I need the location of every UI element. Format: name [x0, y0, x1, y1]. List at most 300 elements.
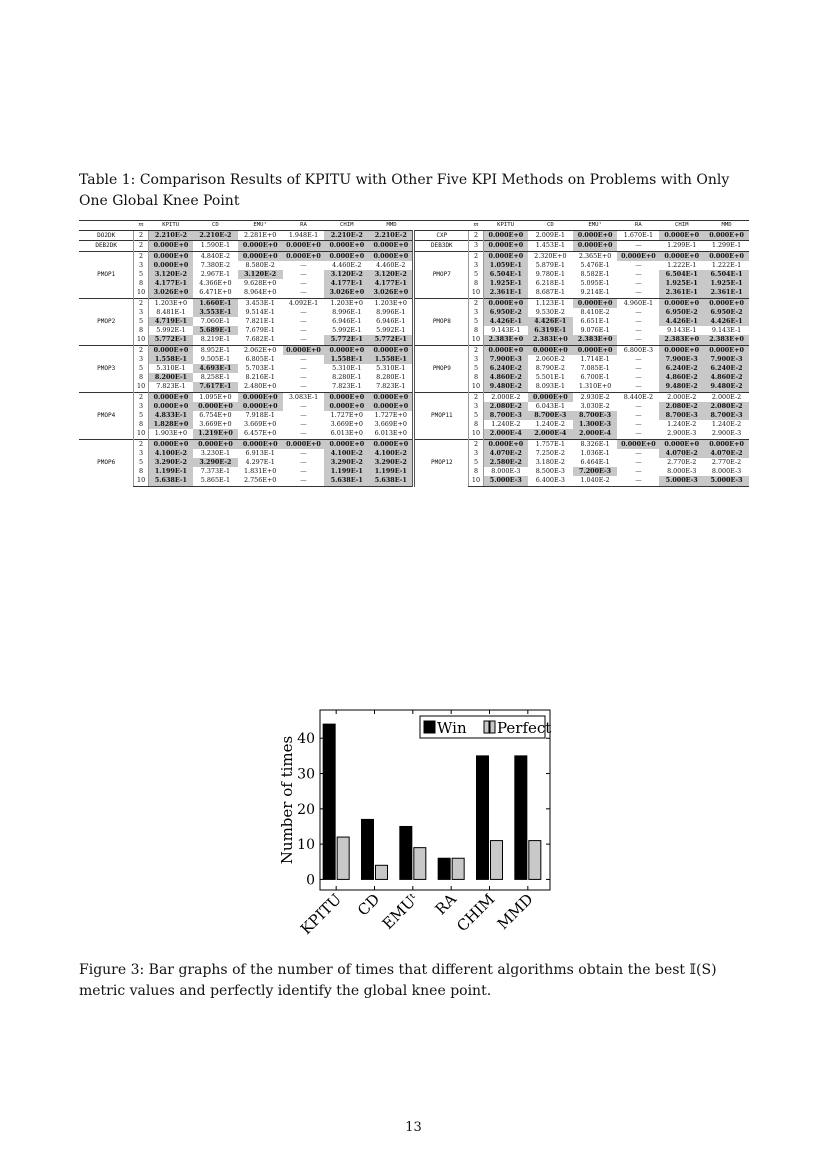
table-cell: 5.772E-1	[148, 335, 193, 345]
table-cell: 7.682E-1	[245, 335, 275, 344]
table-cell: 0.000E+0	[573, 231, 618, 241]
table-cell: 5.879E-1	[535, 260, 565, 269]
table-cell: 7.380E-2	[200, 260, 231, 269]
table-cell: 2.383E+0	[483, 335, 528, 345]
header-emuᵗ: EMUᵗ	[573, 221, 618, 231]
table-cell: 4.177E-1	[324, 279, 369, 288]
table-cell: —	[300, 448, 307, 457]
table-cell: 8.700E-3	[704, 411, 749, 420]
table-row	[79, 251, 749, 261]
legend-swatch-bar	[424, 721, 429, 733]
table-cell: 6.240E-2	[704, 364, 749, 373]
table-cell: —	[635, 335, 642, 344]
table-cell: 8.700E-3	[573, 411, 618, 420]
table-cell: 3.026E+0	[369, 288, 414, 298]
table-cell: 6.319E-1	[528, 326, 573, 335]
table-cell: 2.320E+0	[528, 251, 573, 261]
table-cell: 8.700E-3	[528, 411, 573, 420]
table-cell: —	[300, 270, 307, 279]
table-cell: 0.000E+0	[324, 392, 369, 402]
table-cell: 1.123E-1	[528, 298, 573, 308]
legend-label-win: Win	[437, 719, 467, 737]
m-value: 2	[469, 345, 483, 355]
m-value: 8	[469, 373, 483, 382]
table-cell: 1.300E-3	[573, 420, 618, 429]
table-cell: 4.860E-2	[483, 373, 528, 382]
table-cell: 8.216E-1	[245, 373, 275, 382]
table-cell: 1.203E+0	[148, 298, 193, 308]
x-tick-label: EMUᵗ	[378, 890, 422, 933]
table-cell: 9.480E-2	[704, 382, 749, 392]
table-cell: 1.199E-1	[324, 467, 369, 476]
table-cell: —	[635, 401, 642, 410]
table-cell: 0.000E+0	[148, 392, 193, 402]
problem-label: PMOP2	[79, 298, 134, 345]
m-value: 10	[469, 288, 483, 298]
bar-perfect	[491, 841, 503, 880]
table-cell: 7.823E-1	[156, 382, 186, 391]
m-value: 2	[134, 241, 148, 251]
table-cell: —	[635, 373, 642, 382]
table-cell: 9.628E+0	[243, 279, 277, 288]
y-tick-label: 30	[297, 766, 315, 783]
table-cell: —	[635, 382, 642, 391]
table-cell: 6.013E+0	[374, 429, 407, 438]
table-cell: 6.950E-2	[483, 308, 528, 317]
table-cell: 1.714E-1	[580, 354, 610, 363]
table-cell: 8.700E-3	[483, 411, 528, 420]
table-cell: —	[635, 270, 642, 279]
table-cell: —	[300, 279, 307, 288]
table-cell: —	[300, 401, 307, 410]
m-value: 10	[134, 335, 148, 345]
table-cell: 8.700E-3	[659, 411, 704, 420]
m-value: 3	[469, 449, 483, 458]
table-cell: 6.218E-1	[535, 279, 565, 288]
table-cell: 5.000E-3	[659, 476, 704, 486]
table-caption: Table 1: Comparison Results of KPITU with Other Five KPI Methods on Problems with Only One Global Knee Point	[79, 172, 730, 209]
table-cell: 6.946E-1	[376, 317, 406, 326]
m-value: 3	[134, 355, 148, 364]
table-cell: 2.383E+0	[659, 335, 704, 345]
table-cell: 2.900E-3	[667, 429, 697, 438]
table-cell: —	[300, 288, 307, 297]
table-cell: 8.280E-1	[376, 373, 406, 382]
table-cell: 5.310E-1	[156, 364, 186, 373]
table-cell: 5.703E-1	[245, 364, 275, 373]
m-value: 8	[469, 467, 483, 476]
table-cell: 6.504E-1	[659, 270, 704, 279]
table-cell: —	[300, 467, 307, 476]
table-cell: 9.214E-1	[580, 288, 610, 297]
table-cell: 0.000E+0	[659, 231, 704, 241]
table-cell: 0.000E+0	[369, 402, 414, 411]
table-cell: 3.290E-2	[148, 458, 193, 467]
table-cell: 0.000E+0	[148, 402, 193, 411]
table-cell: 7.617E-1	[193, 382, 238, 392]
table-row	[79, 298, 749, 308]
table-cell: 0.000E+0	[324, 251, 369, 261]
table-cell: 2.770E-2	[711, 458, 742, 467]
table-cell: 4.860E-2	[659, 373, 704, 382]
table-cell: 4.070E-2	[483, 449, 528, 458]
table-cell: 3.180E-2	[535, 458, 565, 467]
x-tick-label: CD	[353, 890, 384, 920]
x-tick-label: MMD	[493, 890, 537, 934]
table-cell: 1.222E-1	[711, 260, 742, 269]
table-cell: —	[300, 411, 307, 420]
table-cell: 2.062E+0	[238, 345, 283, 355]
table-cell: 8.326E-1	[573, 439, 618, 449]
header-cd: CD	[528, 221, 573, 231]
m-value: 8	[469, 420, 483, 429]
table-cell: 7.373E-1	[200, 467, 231, 476]
bar-win	[323, 724, 335, 879]
table-cell: 7.250E-2	[535, 448, 565, 457]
table-cell: 7.200E-3	[573, 467, 618, 476]
table-cell: 1.310E+0	[578, 382, 612, 391]
table-cell: 1.660E-1	[193, 298, 238, 308]
m-value: 10	[469, 382, 483, 392]
table-cell: 2.770E-2	[667, 458, 697, 467]
m-value: 2	[134, 439, 148, 449]
table-cell: 0.000E+0	[238, 439, 283, 449]
table-cell: 1.925E-1	[483, 279, 528, 288]
legend-swatch-bar	[484, 721, 489, 733]
table-cell: 3.669E+0	[199, 420, 232, 429]
m-value: 10	[134, 382, 148, 392]
table-cell: 5.638E-1	[148, 476, 193, 486]
table-cell: 6.800E-3	[617, 345, 659, 355]
table-cell: 2.365E+0	[573, 251, 618, 261]
problem-label: PMOP3	[79, 345, 134, 392]
table-cell: 2.383E+0	[528, 335, 573, 345]
table-cell: —	[635, 364, 642, 373]
table-cell: 1.240E-2	[535, 420, 565, 429]
header-problem	[414, 221, 469, 231]
table-cell: 4.100E-2	[148, 449, 193, 458]
table-cell: 4.366E+0	[199, 279, 232, 288]
table-cell: —	[300, 260, 307, 269]
table-cell: 5.865E-1	[193, 476, 238, 486]
table-cell: 1.199E-1	[369, 467, 414, 476]
problem-label: PMOP1	[79, 251, 134, 298]
table-cell: 6.805E-1	[245, 354, 275, 363]
table-cell: 5.310E-1	[376, 364, 406, 373]
table-cell: 5.310E-1	[332, 364, 362, 373]
table-cell: —	[635, 326, 642, 335]
table-cell: 5.992E-1	[156, 326, 186, 335]
table-cell: 8.964E+0	[243, 288, 277, 297]
header-kpitu: KPITU	[483, 221, 528, 231]
table-cell: 0.000E+0	[483, 231, 528, 241]
table-cell: 2.000E-4	[528, 429, 573, 439]
table-cell: 1.095E+0	[193, 392, 238, 402]
table-cell: 2.361E-1	[659, 288, 704, 298]
table-cell: 0.000E+0	[283, 345, 325, 355]
header-ra: RA	[283, 221, 325, 231]
problem-label: DEB2DK	[79, 241, 134, 251]
table-cell: 0.000E+0	[483, 298, 528, 308]
table-cell: 8.440E-2	[617, 392, 659, 402]
table-cell: —	[635, 317, 642, 326]
table-cell: 2.361E-1	[704, 288, 749, 298]
table-cell: 2.000E-2	[483, 392, 528, 402]
table-cell: 0.000E+0	[704, 251, 749, 261]
m-value: 3	[134, 261, 148, 270]
table-cell: 1.203E+0	[324, 298, 369, 308]
table-cell: —	[635, 429, 642, 438]
table-cell: 4.860E-2	[704, 373, 749, 382]
table-cell: 3.553E-1	[193, 308, 238, 317]
table-cell: 1.727E+0	[330, 411, 363, 420]
m-value: 8	[134, 467, 148, 476]
table-cell: 2.009E-1	[528, 231, 573, 241]
table-cell: 4.092E-1	[283, 298, 325, 308]
problem-label: PMOP11	[414, 392, 469, 439]
header-mmd: MMD	[704, 221, 749, 231]
legend-swatch-bar	[430, 721, 435, 733]
table-cell: 4.840E-2	[193, 251, 238, 261]
table-cell: 2.210E-2	[148, 231, 193, 241]
table-cell: 3.669E+0	[330, 420, 363, 429]
table-cell: 3.120E-2	[238, 270, 283, 279]
problem-label: PMOP7	[414, 251, 469, 298]
table-cell: 0.000E+0	[369, 392, 414, 402]
m-value: 5	[134, 364, 148, 373]
table-cell: 4.426E-1	[704, 317, 749, 326]
table-cell: 7.823E-1	[332, 382, 362, 391]
table-cell: 9.780E-1	[535, 270, 565, 279]
m-value: 10	[134, 476, 148, 486]
page-number: 13	[405, 1120, 422, 1135]
table-cell: 7.900E-3	[659, 355, 704, 364]
table-cell: 0.000E+0	[324, 439, 369, 449]
table-cell: 0.000E+0	[483, 439, 528, 449]
table-cell: 0.000E+0	[369, 439, 414, 449]
table-row	[79, 392, 749, 402]
problem-label: PMOP8	[414, 298, 469, 345]
table-cell: 1.222E-1	[667, 260, 697, 269]
table-cell: 0.000E+0	[369, 251, 414, 261]
table-cell: 8.200E-1	[148, 373, 193, 382]
table-cell: 6.754E+0	[199, 411, 232, 420]
problem-label: PMOP9	[414, 345, 469, 392]
table-cell: —	[300, 326, 307, 335]
table-cell: 7.900E-3	[704, 355, 749, 364]
table-cell: 1.240E-2	[667, 420, 697, 429]
table-cell: 2.080E-2	[704, 402, 749, 411]
table-cell: 0.000E+0	[193, 402, 238, 411]
table-cell: —	[300, 307, 307, 316]
table-cell: 9.480E-2	[483, 382, 528, 392]
table-cell: 8.000E-3	[491, 467, 521, 476]
table-cell: 0.000E+0	[283, 251, 325, 261]
table-cell: 8.790E-2	[535, 364, 565, 373]
table-cell: —	[635, 467, 642, 476]
table-cell: 8.280E-1	[332, 373, 362, 382]
table-cell: 4.100E-2	[369, 449, 414, 458]
table-cell: 3.290E-2	[193, 458, 238, 467]
table-cell: 3.453E-1	[238, 298, 283, 308]
table-cell: 6.913E-1	[245, 448, 275, 457]
table-cell: 2.930E-2	[573, 392, 618, 402]
table-header-row	[79, 221, 749, 231]
table-cell: 6.464E-1	[580, 458, 610, 467]
bar-win	[477, 756, 489, 880]
m-value: 3	[469, 355, 483, 364]
header-chim: CHIM	[659, 221, 704, 231]
table-row	[79, 241, 749, 251]
table-cell: 4.297E-1	[245, 458, 275, 467]
table-cell: 7.679E-1	[245, 326, 275, 335]
table-cell: 0.000E+0	[659, 439, 704, 449]
table-cell: —	[300, 458, 307, 467]
m-value: 8	[134, 326, 148, 335]
table-cell: 6.651E-1	[580, 317, 610, 326]
m-value: 5	[469, 411, 483, 420]
table-cell: 2.000E-4	[573, 429, 618, 439]
table-cell: 4.177E-1	[148, 279, 193, 288]
table-cell: 6.457E+0	[243, 429, 277, 438]
bar-perfect	[376, 865, 388, 879]
table-cell: 6.043E-1	[535, 401, 565, 410]
table-cell: 2.060E-2	[535, 354, 565, 363]
table-cell: 3.083E-1	[283, 392, 325, 402]
table-cell: 6.013E+0	[330, 429, 363, 438]
table-cell: 6.950E-2	[704, 308, 749, 317]
table-cell: 8.093E-1	[535, 382, 565, 391]
m-value: 5	[469, 317, 483, 326]
table-cell: 0.000E+0	[324, 402, 369, 411]
table-row	[79, 231, 749, 241]
header-m: m	[134, 221, 148, 231]
table-cell: 7.085E-1	[580, 364, 610, 373]
m-value: 2	[134, 345, 148, 355]
table-cell: 0.000E+0	[324, 345, 369, 355]
table-cell: 9.143E-1	[667, 326, 697, 335]
table-cell: 1.948E-1	[283, 231, 325, 241]
header-emuᵗ: EMUᵗ	[238, 221, 283, 231]
m-value: 3	[469, 402, 483, 411]
table-cell: 6.700E-1	[580, 373, 610, 382]
table-cell: 2.281E+0	[238, 231, 283, 241]
table-cell: 4.070E-2	[704, 449, 749, 458]
table-cell: 0.000E+0	[483, 241, 528, 251]
problem-label: PMOP4	[79, 392, 134, 439]
table-cell: —	[635, 448, 642, 457]
table-cell: 1.828E+0	[148, 420, 193, 429]
bar-perfect	[414, 848, 426, 880]
m-value: 3	[134, 449, 148, 458]
problem-label: PMOP6	[79, 439, 134, 486]
table-cell: —	[300, 382, 307, 391]
m-value: 8	[134, 373, 148, 382]
header-m: m	[469, 221, 483, 231]
table-cell: 1.219E+0	[193, 429, 238, 439]
table-cell: 0.000E+0	[283, 439, 325, 449]
table-cell: 3.669E+0	[243, 420, 277, 429]
legend-label-perfect: Perfect	[497, 719, 552, 737]
table-cell: 4.960E-1	[617, 298, 659, 308]
table-cell: 1.040E-2	[573, 476, 618, 486]
problem-label: DO2DK	[79, 231, 134, 241]
bar-win	[400, 826, 412, 879]
table-cell: 3.290E-2	[324, 458, 369, 467]
table-cell: —	[300, 420, 307, 429]
m-value: 5	[469, 458, 483, 467]
table-cell: 1.059E-1	[483, 261, 528, 270]
table-cell: 2.210E-2	[193, 231, 238, 241]
table-cell: 6.240E-2	[483, 364, 528, 373]
table-cell: 1.558E-1	[324, 355, 369, 364]
table-cell: 9.530E-2	[535, 307, 565, 316]
table-cell: 5.501E-1	[535, 373, 565, 382]
m-value: 5	[134, 270, 148, 279]
bar-perfect	[529, 841, 541, 880]
table-cell: —	[635, 458, 642, 467]
table-cell: 0.000E+0	[573, 345, 618, 355]
table-cell: 4.426E-1	[483, 317, 528, 326]
table-cell: —	[635, 411, 642, 420]
table-cell: 1.240E-2	[491, 420, 521, 429]
table-cell: —	[300, 317, 307, 326]
table-cell: 8.687E-1	[535, 288, 565, 297]
m-value: 8	[134, 279, 148, 288]
table-cell: 5.772E-1	[324, 335, 369, 345]
m-value: 2	[134, 231, 148, 241]
bar-win	[438, 858, 450, 879]
m-value: 10	[469, 335, 483, 345]
y-tick-label: 10	[297, 837, 315, 854]
table-cell: 6.400E-3	[528, 476, 573, 486]
table-cell: 5.689E-1	[193, 326, 238, 335]
table-cell: 1.925E-1	[659, 279, 704, 288]
table-cell: —	[283, 476, 325, 486]
table-cell: 0.000E+0	[617, 439, 659, 449]
table-cell: 4.070E-2	[659, 449, 704, 458]
table-cell: 0.000E+0	[659, 251, 704, 261]
table-cell: 2.480E+0	[243, 382, 277, 391]
table-cell: —	[635, 279, 642, 288]
table-cell: 3.669E+0	[374, 420, 407, 429]
table-cell: —	[635, 354, 642, 363]
table-cell: 5.992E-1	[332, 326, 362, 335]
y-axis-label: Number of times	[278, 735, 296, 865]
table-cell: 3.120E-2	[324, 270, 369, 279]
table-cell: 1.590E-1	[193, 241, 238, 251]
table-cell: 7.821E-1	[245, 317, 275, 326]
table-cell: 6.504E-1	[483, 270, 528, 279]
table-cell: 3.120E-2	[369, 270, 414, 279]
table-cell: 4.719E-1	[148, 317, 193, 326]
m-value: 10	[469, 429, 483, 439]
table-cell: —	[635, 307, 642, 316]
table-cell: —	[617, 476, 659, 486]
table-cell: 0.000E+0	[704, 439, 749, 449]
table-cell: 8.481E-1	[156, 307, 186, 316]
table-cell: 0.000E+0	[283, 241, 325, 251]
table-cell: 8.952E-1	[193, 345, 238, 355]
table-cell: 8.000E-3	[667, 467, 697, 476]
m-value: 10	[469, 476, 483, 486]
table-cell: 9.514E-1	[245, 307, 275, 316]
table-cell: 4.426E-1	[659, 317, 704, 326]
table-cell: —	[300, 354, 307, 363]
x-tick-label: RA	[431, 890, 460, 919]
m-value: 5	[469, 270, 483, 279]
table-cell: 5.095E-1	[580, 279, 610, 288]
